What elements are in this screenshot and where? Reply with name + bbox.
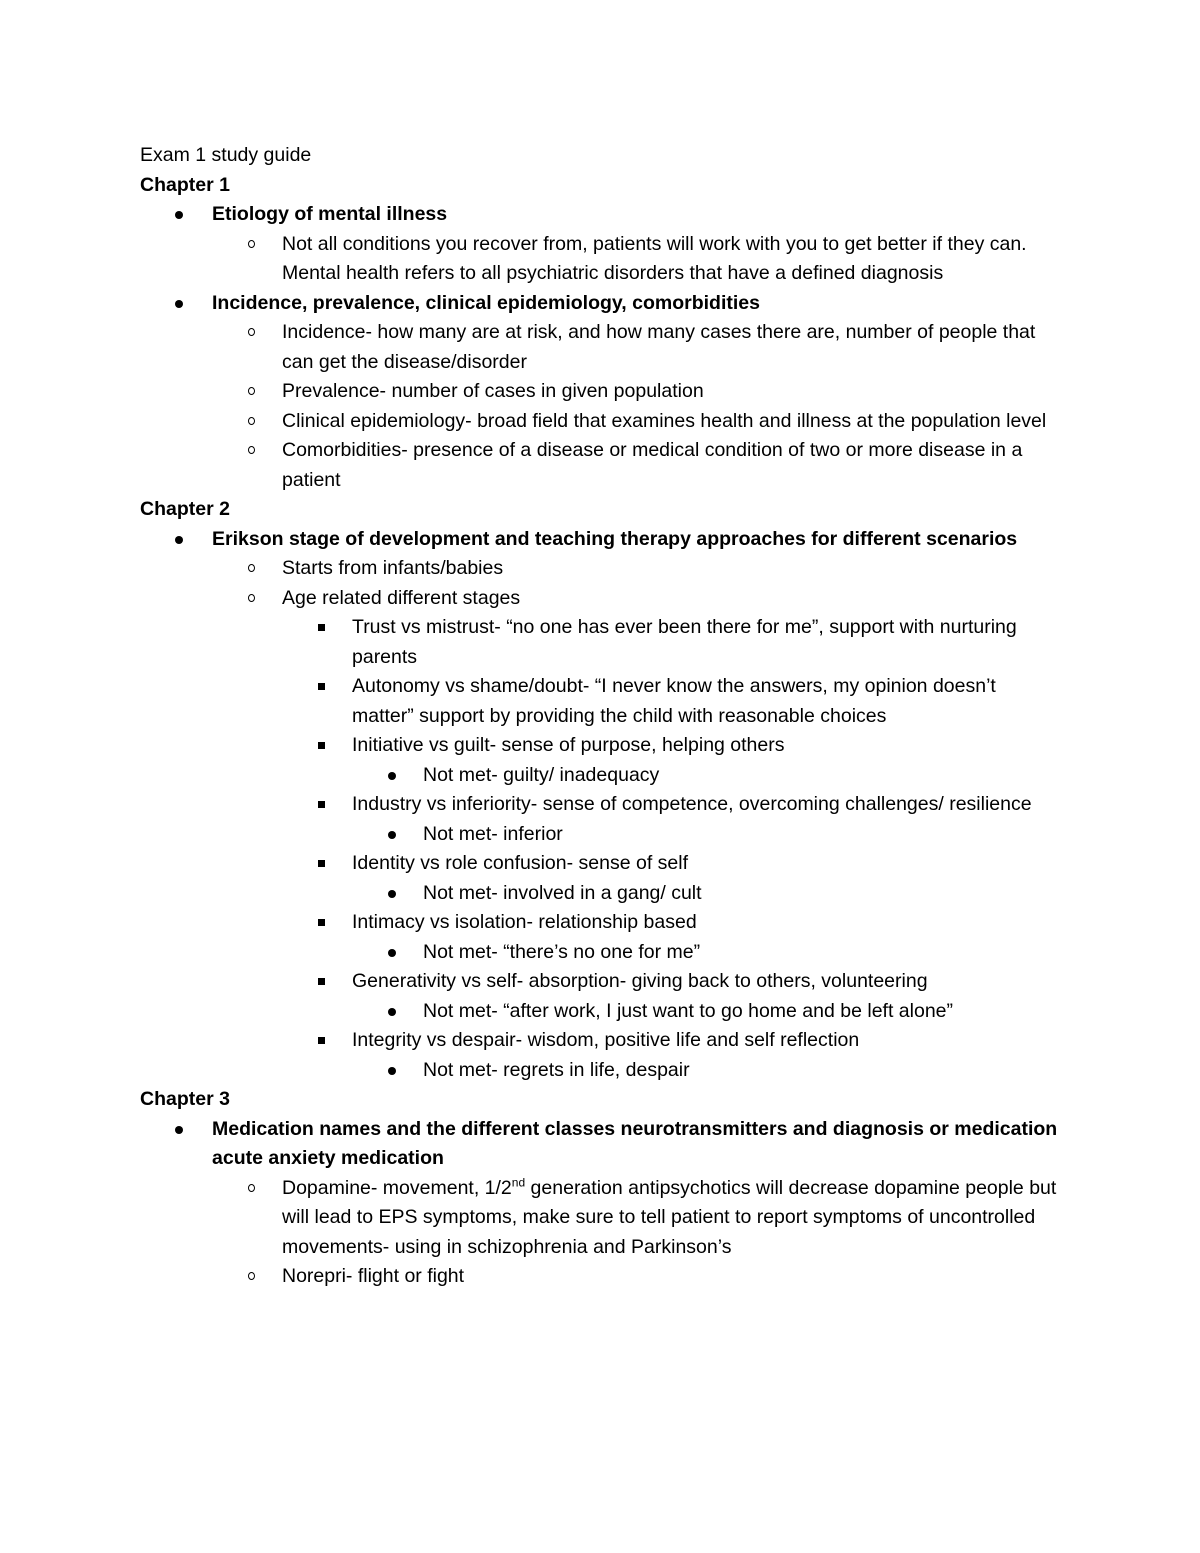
square-bullet-icon	[318, 978, 325, 985]
hollow-bullet-icon	[248, 1184, 255, 1192]
square-bullet-icon	[318, 742, 325, 749]
point-item	[140, 1174, 1060, 1263]
hollow-bullet-icon	[248, 446, 255, 454]
not-met-item	[140, 879, 1060, 909]
point-item	[140, 436, 1060, 495]
stage-text: Autonomy vs shame/doubt- “I never know the answers, my opinion doesn’t matter” support by providing the child with reasonable choices	[352, 675, 996, 727]
hollow-bullet-icon	[248, 1272, 255, 1280]
not-met-text: Not met- inferior	[423, 822, 563, 845]
filled-bullet-icon	[388, 890, 396, 898]
filled-bullet-icon	[388, 831, 396, 839]
not-met-text: Not met- guilty/ inadequacy	[423, 763, 660, 786]
hollow-bullet-icon	[248, 417, 255, 425]
topic-item	[140, 1115, 1060, 1174]
point-item	[140, 377, 1060, 407]
point-text: Norepri- flight or fight	[282, 1265, 465, 1287]
point-text: Incidence- how many are at risk, and how many cases there are, number of people that can get the disease/disorder	[282, 321, 1036, 373]
hollow-bullet-icon	[248, 240, 255, 248]
ordinal-suffix: nd	[511, 1175, 526, 1189]
not-met-item	[140, 761, 1060, 791]
chapter-heading: Chapter 1	[140, 173, 230, 196]
point-text: Prevalence- number of cases in given population	[282, 380, 704, 402]
stage-text: Industry vs inferiority- sense of competence, overcoming challenges/ resilience	[352, 793, 1032, 815]
topic-item	[140, 200, 1060, 230]
topic-label: Incidence, prevalence, clinical epidemiology, comorbidities	[212, 291, 760, 314]
point-item	[140, 230, 1060, 289]
stage-item	[140, 1026, 1060, 1056]
filled-bullet-icon	[175, 536, 183, 544]
topic-label: Etiology of mental illness	[212, 203, 448, 225]
point-text: Not all conditions you recover from, patients will work with you to get better if they can. Mental health refers to all psychiatric disorders that have a defined diagnosis	[282, 232, 1027, 284]
document-page	[140, 141, 1060, 1292]
square-bullet-icon	[318, 919, 325, 926]
stage-text: Integrity vs despair- wisdom, positive life and self reflection	[352, 1029, 860, 1051]
filled-bullet-icon	[388, 1067, 396, 1075]
stage-text: Trust vs mistrust- “no one has ever been there for me”, support with nurturing parents	[352, 616, 1017, 668]
point-item	[140, 584, 1060, 614]
stage-item	[140, 672, 1060, 731]
filled-bullet-icon	[388, 1008, 396, 1016]
not-met-item	[140, 997, 1060, 1027]
not-met-text: Not met- “after work, I just want to go home and be left alone”	[423, 999, 954, 1022]
stage-text: Generativity vs self- absorption- giving back to others, volunteering	[352, 970, 928, 992]
dopamine-text-start: Dopamine- movement, 1/2	[282, 1176, 512, 1199]
topic-label: Erikson stage of development and teaching therapy approaches for different scenarios	[212, 527, 1018, 550]
filled-bullet-icon	[388, 772, 396, 780]
not-met-item	[140, 938, 1060, 968]
square-bullet-icon	[318, 860, 325, 867]
not-met-item	[140, 1056, 1060, 1086]
not-met-text: Not met- “there’s no one for me”	[423, 940, 701, 963]
topic-label: Medication names and the different classes neurotransmitters and diagnosis or medication acute anxiety medication	[212, 1117, 1058, 1169]
hollow-bullet-icon	[248, 594, 255, 602]
topic-item	[140, 525, 1060, 555]
square-bullet-icon	[318, 1037, 325, 1044]
point-item	[140, 318, 1060, 377]
point-item	[140, 1262, 1060, 1292]
hollow-bullet-icon	[248, 328, 255, 336]
point-item	[140, 407, 1060, 437]
hollow-bullet-icon	[248, 564, 255, 572]
square-bullet-icon	[318, 624, 325, 631]
topic-item	[140, 289, 1060, 319]
filled-bullet-icon	[175, 211, 183, 219]
stage-item	[140, 908, 1060, 938]
square-bullet-icon	[318, 683, 325, 690]
point-text: Starts from infants/babies	[282, 557, 504, 579]
dopamine-text-end: generation antipsychotics will decrease dopamine people but will lead to EPS symptoms, make sure to tell patient to report symptoms of uncontrolled movements- using in schizophrenia and Parkinson’s	[282, 1176, 1057, 1258]
hollow-bullet-icon	[248, 387, 255, 395]
stage-text: Initiative vs guilt- sense of purpose, helping others	[352, 734, 785, 756]
stage-item	[140, 613, 1060, 672]
stage-text: Identity vs role confusion- sense of self	[352, 852, 689, 874]
stage-item	[140, 967, 1060, 997]
square-bullet-icon	[318, 801, 325, 808]
point-item	[140, 554, 1060, 584]
chapter-heading: Chapter 2	[140, 498, 230, 520]
stage-item	[140, 849, 1060, 879]
point-text: Age related different stages	[282, 586, 521, 609]
filled-bullet-icon	[175, 300, 183, 308]
filled-bullet-icon	[175, 1126, 183, 1134]
stage-item	[140, 790, 1060, 820]
stage-text: Intimacy vs isolation- relationship based	[352, 911, 697, 933]
filled-bullet-icon	[388, 949, 396, 957]
stage-item	[140, 731, 1060, 761]
not-met-item	[140, 820, 1060, 850]
not-met-text: Not met- regrets in life, despair	[423, 1058, 690, 1081]
point-text: Comorbidities- presence of a disease or medical condition of two or more disease in a patient	[282, 439, 1023, 491]
document-title: Exam 1 study guide	[140, 144, 312, 166]
point-text: Clinical epidemiology- broad field that examines health and illness at the population level	[282, 409, 1047, 432]
not-met-text: Not met- involved in a gang/ cult	[423, 881, 702, 904]
point-text	[282, 1177, 1056, 1258]
chapter-heading: Chapter 3	[140, 1088, 230, 1110]
